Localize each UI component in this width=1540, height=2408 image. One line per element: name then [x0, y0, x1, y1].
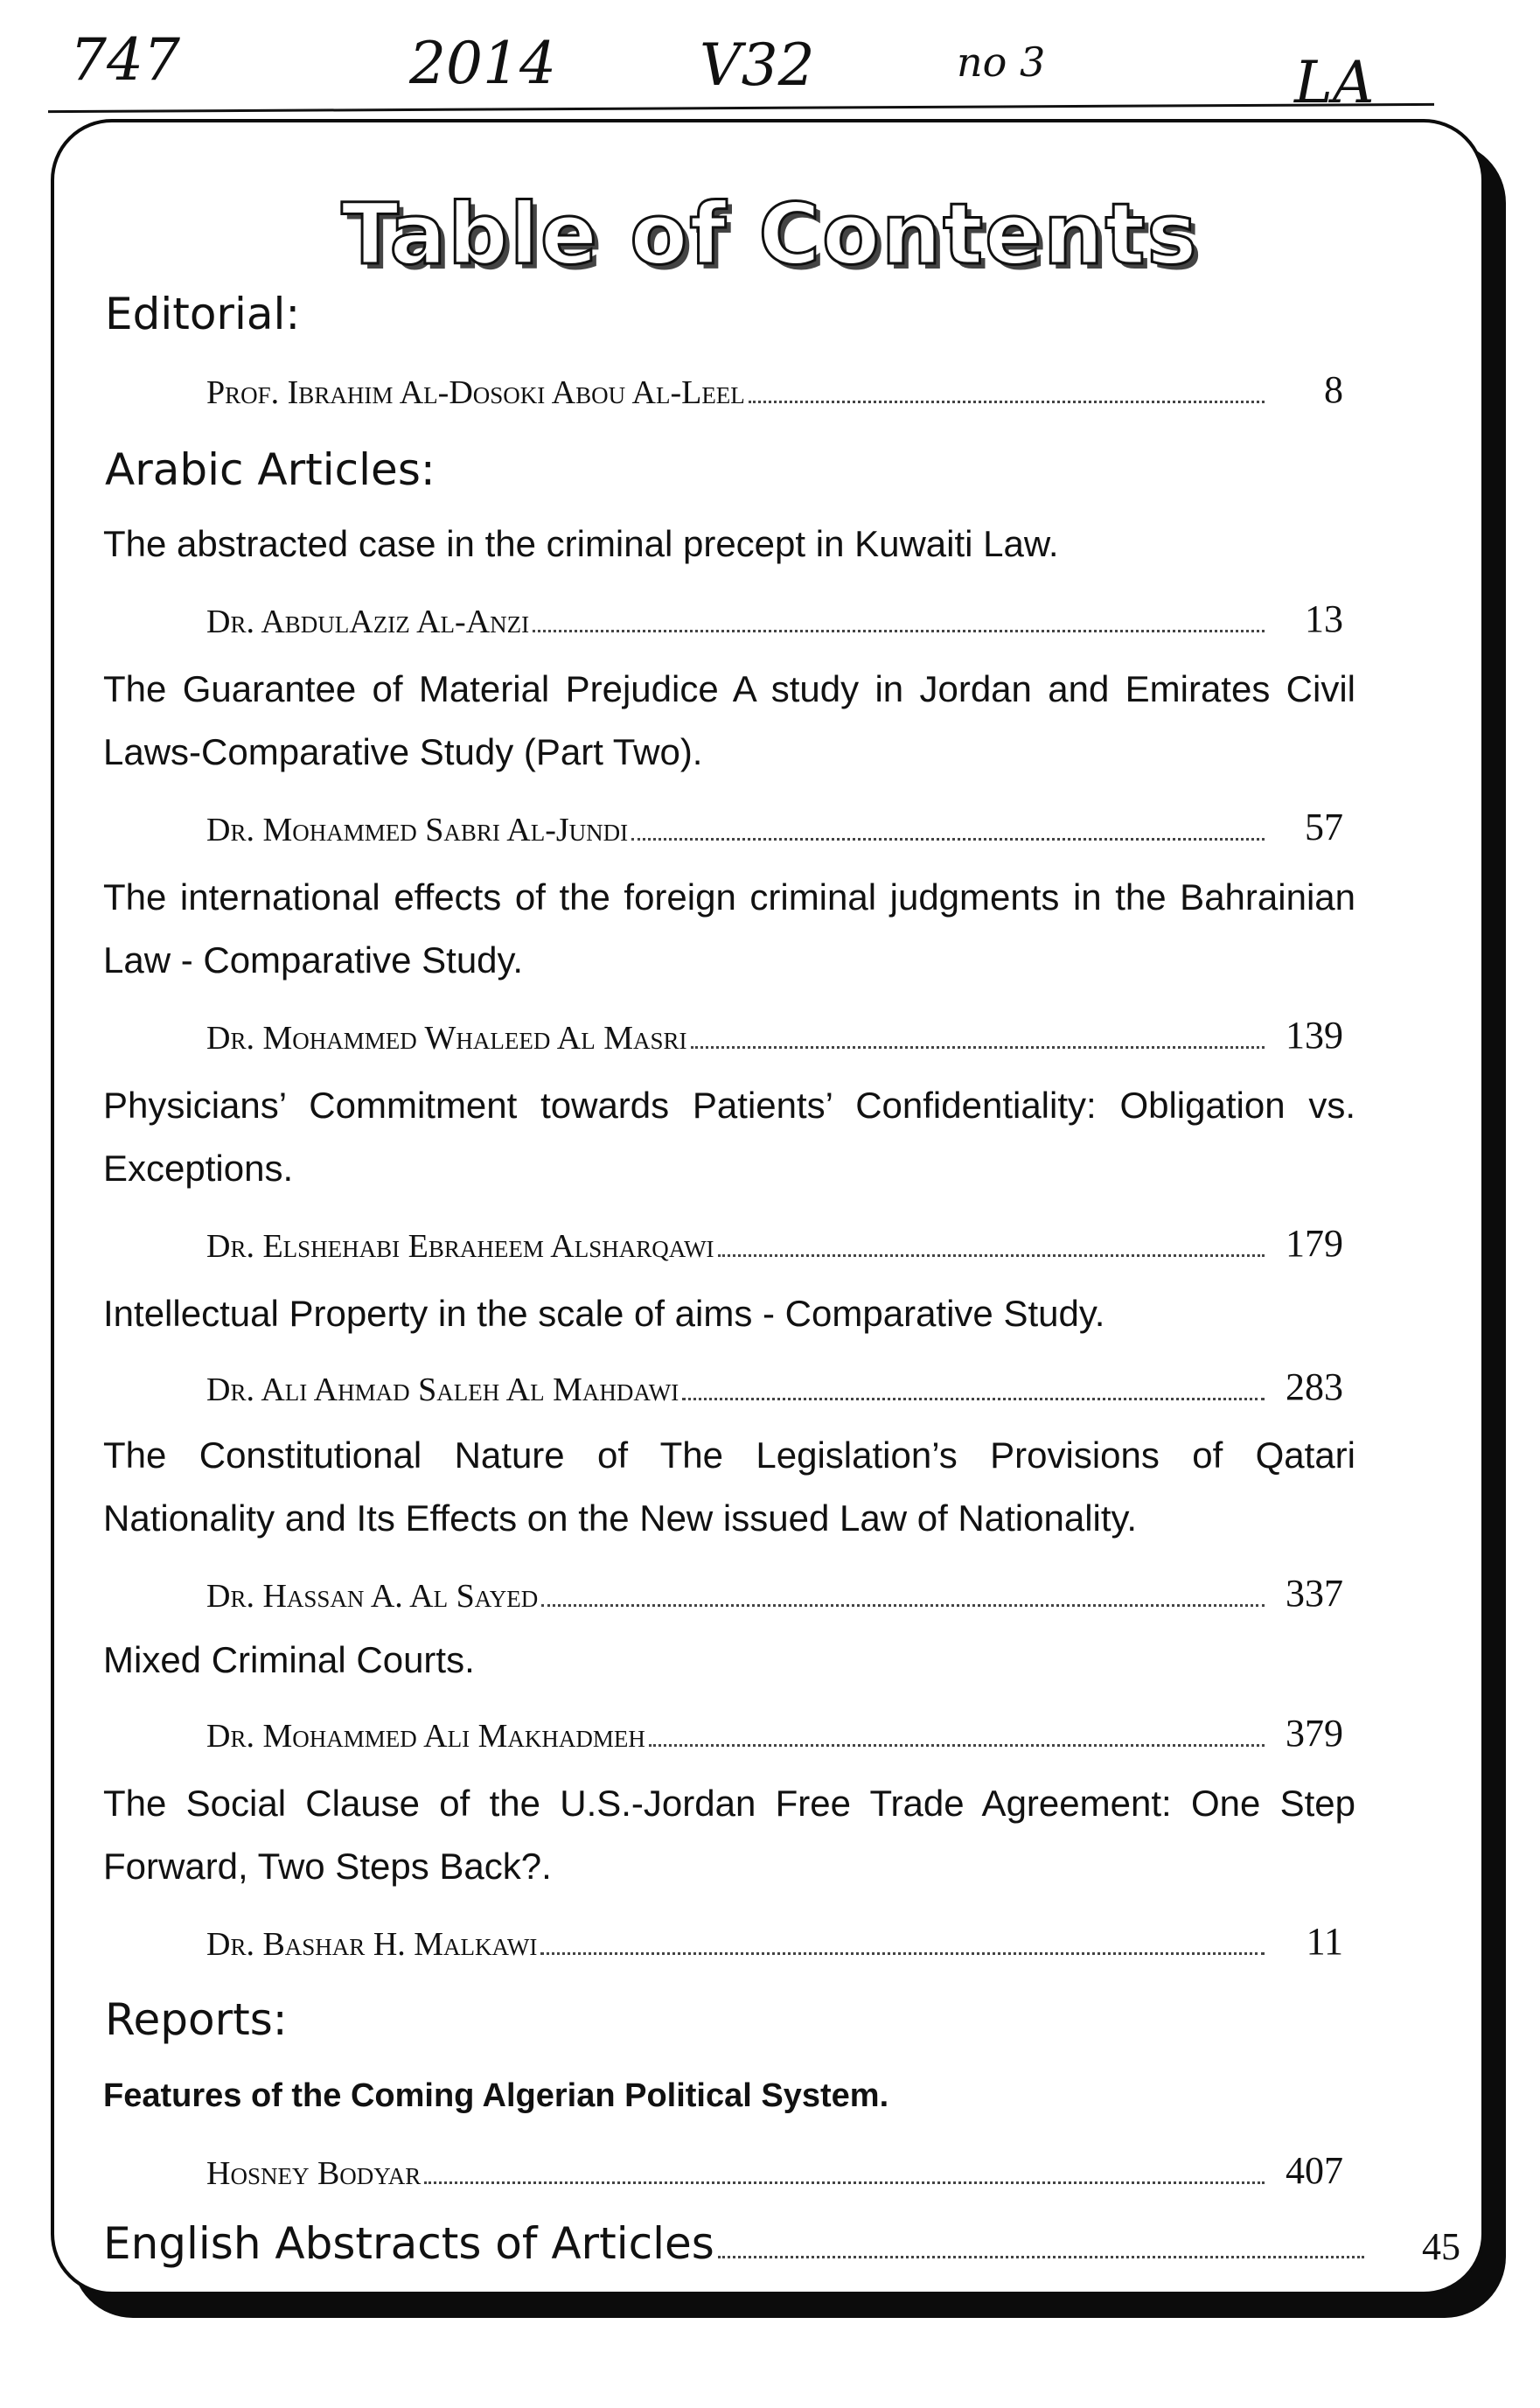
article-title[interactable]: The international effects of the foreign criminal judgments in the Bahrainian Law - Comparative Study.	[103, 876, 1355, 981]
entry-page: 8	[1324, 368, 1343, 411]
entry-author: Dr. Bashar H. Malkawi	[206, 1926, 538, 1963]
article-entry[interactable]	[206, 597, 1343, 641]
article-title[interactable]: Physicians’ Commitment towards Patients’ Confidentiality: Obligation vs. Exceptions.	[103, 1085, 1355, 1189]
abstracts-entry[interactable]	[103, 2218, 1460, 2269]
dot-leader	[682, 1398, 1265, 1400]
article-title[interactable]: The Social Clause of the U.S.-Jordan Free Trade Agreement: One Step Forward, Two Steps Back?.	[103, 1783, 1355, 1887]
article-title[interactable]: The Constitutional Nature of The Legislation’s Provisions of Qatari Nationality and Its Effects on the New issued Law of Nationality.	[103, 1434, 1355, 1539]
report-entry[interactable]	[206, 2148, 1343, 2193]
entry-page: 337	[1286, 1572, 1343, 1615]
article-entry[interactable]	[206, 1365, 1343, 1409]
article-entry[interactable]	[206, 1013, 1343, 1057]
dot-leader	[631, 838, 1265, 841]
entry-page: 283	[1286, 1365, 1343, 1408]
dot-leader	[749, 401, 1265, 403]
entry-author: Dr. AbdulAziz Al-Anzi	[206, 604, 530, 640]
entry-page: 13	[1305, 597, 1343, 640]
abstracts-label: English Abstracts of Articles	[103, 2218, 714, 2269]
article-title[interactable]: Intellectual Property in the scale of aims - Comparative Study.	[103, 1293, 1105, 1334]
entry-author: Dr. Mohammed Whaleed Al Masri	[206, 1020, 687, 1057]
dot-leader	[718, 2256, 1364, 2258]
entry-author: Dr. Ali Ahmad Saleh Al Mahdawi	[206, 1372, 679, 1408]
entry-author: Dr. Hassan A. Al Sayed	[206, 1578, 539, 1615]
article-title[interactable]: The Guarantee of Material Prejudice A study in Jordan and Emirates Civil Laws-Comparative Study (Part Two).	[103, 668, 1355, 772]
top-rule	[48, 103, 1434, 113]
page-title: Table of Contents	[341, 185, 1199, 283]
handwritten-code: 747	[70, 26, 180, 94]
article-entry[interactable]	[206, 805, 1343, 849]
section-reports: Reports:	[105, 1994, 288, 2045]
article-entry[interactable]	[206, 1221, 1343, 1266]
editorial-entry[interactable]	[206, 367, 1343, 412]
entry-author: Dr. Mohammed Sabri Al-Jundi	[206, 812, 629, 848]
handwritten-number: no 3	[957, 38, 1046, 86]
abstracts-page: 45	[1422, 2225, 1460, 2268]
entry-author: Hosney Bodyar	[206, 2155, 422, 2192]
entry-page: 11	[1306, 1920, 1343, 1963]
entry-page: 179	[1286, 1222, 1343, 1265]
entry-page: 57	[1305, 806, 1343, 848]
handwritten-year: 2014	[409, 30, 556, 97]
entry-author: Prof. Ibrahim Al-Dosoki Abou Al-Leel	[206, 374, 745, 411]
handwritten-volume: V32	[700, 31, 815, 99]
dot-leader	[691, 1046, 1265, 1049]
dot-leader	[718, 1254, 1265, 1257]
section-arabic-articles: Arabic Articles:	[105, 444, 436, 495]
dot-leader	[533, 630, 1265, 632]
entry-page: 379	[1286, 1712, 1343, 1755]
dot-leader	[540, 1952, 1265, 1955]
article-entry[interactable]	[206, 1919, 1343, 1964]
article-entry[interactable]	[206, 1571, 1343, 1616]
report-title[interactable]: Features of the Coming Algerian Political System.	[103, 2077, 889, 2114]
entry-page: 407	[1286, 2149, 1343, 2192]
handwritten-mark: LA	[1294, 49, 1375, 116]
dot-leader	[424, 2181, 1265, 2184]
section-editorial: Editorial:	[105, 289, 301, 339]
article-title[interactable]: The abstracted case in the criminal precept in Kuwaiti Law.	[103, 523, 1059, 564]
dot-leader	[649, 1744, 1265, 1747]
dot-leader	[541, 1604, 1265, 1607]
entry-author: Dr. Mohammed Ali Makhadmeh	[206, 1718, 645, 1755]
entry-author: Dr. Elshehabi Ebraheem Alsharqawi	[206, 1228, 714, 1265]
article-title[interactable]: Mixed Criminal Courts.	[103, 1639, 475, 1680]
article-entry[interactable]	[206, 1711, 1343, 1755]
entry-page: 139	[1286, 1014, 1343, 1057]
